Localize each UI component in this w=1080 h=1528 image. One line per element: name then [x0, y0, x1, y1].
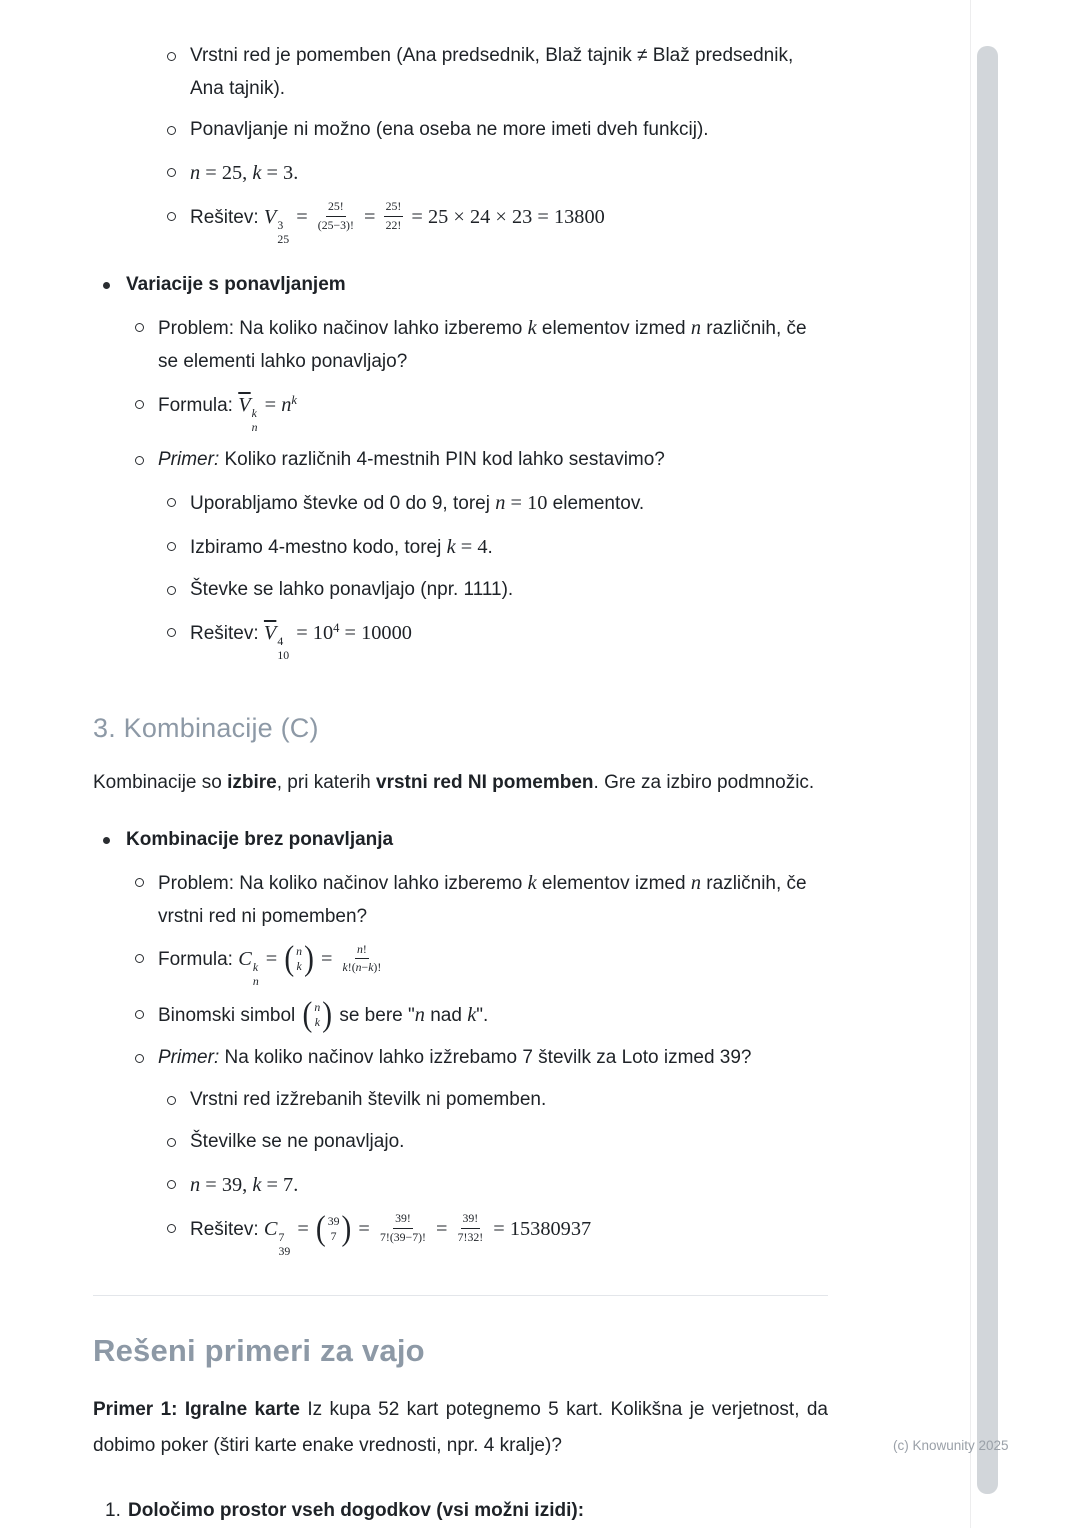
list-item — [135, 995, 828, 1034]
list-item-text: Rešitev: C 7 39 = ( 39 7 ) = $\frac{39!}{7!(39-7)!}$ = $\frac{39!}{7!32!}$ = 15380937 — [190, 1209, 592, 1259]
panel-divider-line — [970, 0, 971, 1528]
loto-example-list — [135, 1084, 828, 1259]
list-item — [167, 530, 828, 565]
intro-list — [93, 40, 828, 247]
list-item — [167, 574, 828, 607]
combinations-title: Kombinacije brez ponavljanja — [126, 828, 394, 850]
list-item-text: Vrstni red je pomemben (Ana predsednik, Blaž tajnik ≠ Blaž predsednik, Ana tajnik). — [190, 45, 794, 99]
combinations-sublist — [103, 866, 828, 1260]
disc-bullet-icon — [103, 269, 126, 302]
list-item-text: n = 25, k = 3. — [190, 162, 299, 185]
circle-bullet-icon — [167, 530, 190, 563]
list-item — [167, 1209, 828, 1259]
list-item — [135, 388, 828, 435]
document-content — [93, 40, 828, 1527]
pin-example-list — [135, 486, 828, 663]
kombinacije-intro-paragraph: Kombinacije so izbire, pri katerih vrstni red NI pomemben. Gre za izbiro podmnožic. — [93, 772, 815, 794]
list-item-text: Številke se ne ponavljajo. — [190, 1131, 405, 1153]
list-item — [167, 1084, 828, 1117]
circle-bullet-icon — [167, 1084, 190, 1117]
list-item — [167, 114, 828, 147]
list-item-text: Problem: Na koliko načinov lahko izberemo k elementov izmed n različnih, če vrstni red ni pomemben? — [158, 871, 807, 927]
list-item-text: Števke se lahko ponavljajo (npr. 1111). — [190, 578, 514, 600]
circle-bullet-icon — [167, 1168, 190, 1201]
circle-bullet-icon — [167, 200, 190, 233]
list-item — [135, 311, 828, 379]
circle-bullet-icon — [167, 574, 190, 607]
circle-bullet-icon — [135, 866, 158, 899]
list-item-text: Rešitev: $\overline{V}$ 4 10 = $10^4 = 10000$ — [190, 620, 412, 662]
list-item-text: n = 39, k = 7. — [190, 1174, 299, 1197]
list-item — [167, 486, 828, 521]
circle-bullet-icon — [135, 1042, 158, 1075]
list-item-text: Vrstni red izžrebanih številk ni pomemben. — [190, 1089, 547, 1111]
list-item — [135, 444, 828, 663]
list-item-text: Izbiramo 4-mestno kodo, torej k = 4. — [190, 535, 493, 558]
list-item — [167, 40, 828, 105]
variations-sublist — [103, 311, 828, 663]
list-item — [167, 1168, 828, 1203]
list-item — [167, 156, 828, 191]
list-item-text: Problem: Na koliko načinov lahko izberemo k elementov izmed n različnih, če se elementi lahko ponavljajo? — [158, 317, 807, 373]
primer1-paragraph: Primer 1: Igralne karte Iz kupa 52 kart potegnemo 5 kart. Kolikšna je verjetnost, da dobimo poker (štiri karte enake vrednosti, npr. 4 kralje)? — [93, 1398, 828, 1457]
step-number: 1. — [105, 1499, 121, 1521]
circle-bullet-icon — [167, 40, 190, 73]
list-item — [103, 824, 828, 1260]
circle-bullet-icon — [135, 388, 158, 421]
scrollbar-thumb[interactable] — [977, 46, 998, 1494]
list-item-text: Formula: C k n = ( n k ) = $\frac{n!}{k!(n-k)!}$ — [158, 939, 382, 989]
list-item — [167, 200, 828, 247]
list-item-text: Formula: $\overline{V}$ k n = $n^k$ — [158, 392, 297, 434]
circle-bullet-icon — [135, 942, 158, 975]
list-item — [135, 939, 828, 989]
variations-list — [93, 269, 828, 663]
circle-bullet-icon — [167, 486, 190, 519]
copyright-watermark: (c) Knowunity 2025 — [893, 1438, 1009, 1453]
circle-bullet-icon — [167, 1126, 190, 1159]
circle-bullet-icon — [167, 1212, 190, 1245]
solved-examples-heading: Rešeni primeri za vajo — [93, 1333, 425, 1369]
step-1-item — [93, 1495, 828, 1528]
list-item-text: Primer: Koliko različnih 4-mestnih PIN kod lahko sestavimo? — [158, 448, 665, 470]
list-item-text: Binomski simbol ( n k ) se bere "n nad k". — [158, 995, 489, 1034]
circle-bullet-icon — [135, 311, 158, 344]
list-item-text: Rešitev: V 3 25 = $\frac{25!}{(25-3)!}$ = $\frac{25!}{22!}$ = 25 × 24 × 23 = 13800 — [190, 199, 605, 247]
circle-bullet-icon — [167, 156, 190, 189]
circle-bullet-icon — [135, 444, 158, 477]
list-item-text: Primer: Na koliko načinov lahko izžrebamo 7 številk za Loto izmed 39? — [158, 1047, 752, 1069]
section-heading-kombinacije: 3. Kombinacije (C) — [93, 712, 319, 743]
list-item — [135, 866, 828, 934]
section-divider — [93, 1295, 828, 1296]
list-item — [103, 269, 828, 663]
list-item-text: Uporabljamo števke od 0 do 9, torej n = 10 elementov. — [190, 491, 645, 514]
circle-bullet-icon — [167, 114, 190, 147]
step-text: Določimo prostor vseh dogodkov (vsi možni izidi): — [128, 1499, 585, 1521]
circle-bullet-icon — [135, 998, 158, 1031]
variations-title: Variacije s ponavljanjem — [126, 274, 346, 296]
combinations-list — [93, 824, 828, 1260]
list-item-text: Ponavljanje ni možno (ena oseba ne more imeti dveh funkcij). — [190, 119, 709, 141]
list-item — [167, 1126, 828, 1159]
disc-bullet-icon — [103, 824, 126, 857]
list-item — [167, 616, 828, 663]
circle-bullet-icon — [167, 616, 190, 649]
list-item — [135, 1042, 828, 1259]
